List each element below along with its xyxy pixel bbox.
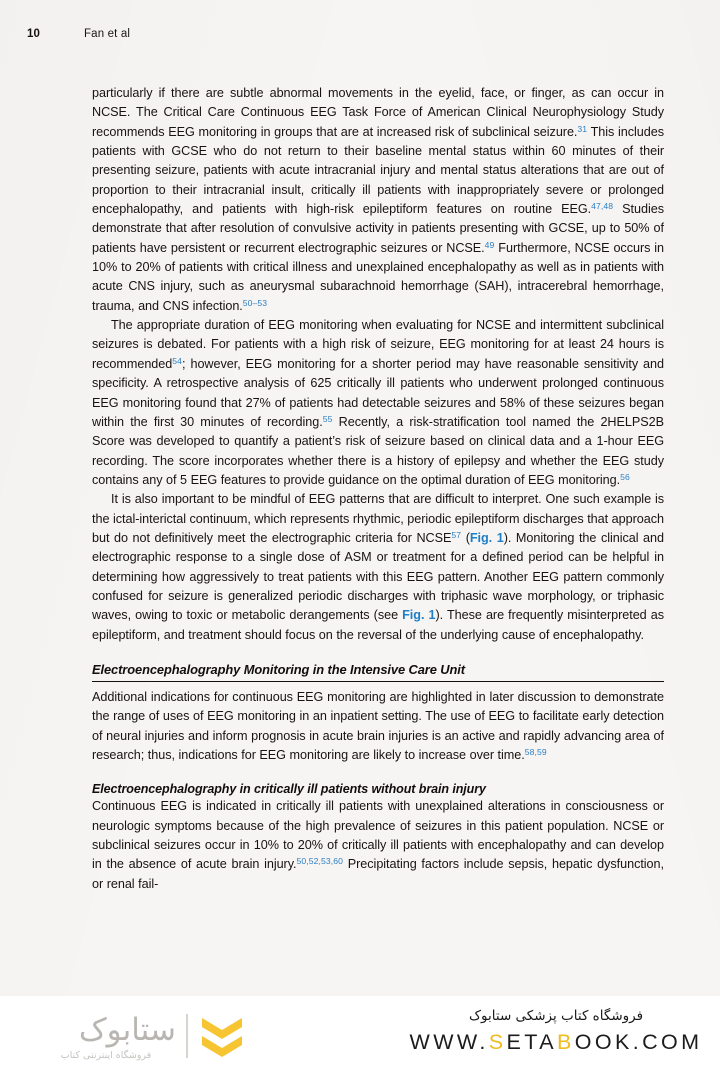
paragraph-2 [92,316,664,490]
running-head [0,28,720,50]
logo-wordmark-block [36,1008,176,1068]
reference-50-52-53-60: 50,52,53,60 [296,856,344,867]
reference-56: 56 [620,471,630,482]
par1-seg4: Furthermore, NCSE occurs in 10% to 20% of patients with critical illness and unexplained encephalopathy as well as in patients with acute CNS injury, such as aneurysmal subarachnoid hemorrhage (SAH), intracerebral hemorrhage, trauma, and CNS infection. [92,240,664,313]
paragraph-5 [92,797,664,894]
watermark-url[interactable] [406,1030,706,1055]
url-part-3: ETA [506,1030,557,1054]
par3-seg2: ( [461,530,470,545]
par5-seg1: Continuous EEG is indicated in critically ill patients with unexplained alterations in consciousness or neurologic symptoms because of the high prevalence of seizures in this patient population. NCSE or subclinical seizures occur in 10% to 20% of critically ill patients with encephalopathy and can develop in the absence of acute brain injury. [92,799,664,872]
setabook-logo [36,1004,246,1072]
par2-seg1: The appropriate duration of EEG monitoring when evaluating for NCSE and intermittent subclinical seizures is debated. For patients with a high risk of seizure, EEG monitoring for at least 24 hours is recommended [92,318,664,371]
reference-54: 54 [172,355,183,366]
url-part-1: WWW. [409,1030,489,1054]
logo-divider [186,1014,188,1058]
section-heading-a-1: Electroencephalography Monitoring in the Intensive Care Unit [92,662,664,682]
section-heading-b-1: Electroencephalography in critically ill patients without brain injury [92,782,486,797]
par2-seg3: Recently, a risk-stratification tool named the 2HELPS2B Score was developed to quantify a patient’s risk of seizure based on clinical data and a 1-hour EEG recording. The score incorporates whether there is a history of epilepsy and whether the EEG study contains any of 5 EEG features to provide guidance on the optimal duration of EEG monitoring. [92,414,664,487]
par3-seg3: ). Monitoring the clinical and electrographic response to a single dose of ASM or treatment for a defined period can be helpful in determining how aggressively to treat patients with this EEG pattern. Another EEG pattern commonly confused for seizure is generalized periodic discharges with triphasic wave morphology, or triphasic waves, owing to toxic or metabolic derangements (see [92,530,664,623]
logo-subtitle-text: فروشگاه اینترنتی کتاب [60,1050,152,1061]
watermark-tagline-fa: فروشگاه کتاب پزشکی ستابوک [468,1008,644,1024]
url-part-4: B [556,1030,575,1054]
paragraph-3 [92,490,664,645]
logo-wordmark-text: ستابوک [78,1012,176,1048]
reference-55: 55 [322,413,333,424]
url-part-5: OOK.COM [574,1030,703,1054]
par1-seg1: particularly if there are subtle abnormal movements in the eyelid, face, or finger, as can occur in NCSE. The Critical Care Continuous EEG Task Force of American Clinical Neurophysiology Study recommends EEG monitoring in groups that are at increased risk of subclinical seizure. [92,86,664,139]
reference-57: 57 [451,529,462,540]
reference-31: 31 [577,123,588,134]
url-part-2: S [488,1030,507,1054]
par3-seg1: It is also important to be mindful of EEG patterns that are difficult to interpret. One such example is the ictal-interictal continuum, which represents rhythmic, periodic epileptiform discharges that approach but do not definitively meet the electrographic criteria for NCSE [92,492,664,545]
par1-seg2: This includes patients with GCSE who do not return to their baseline mental status within 60 minutes of their presenting seizure, patients with acute intracranial injury and mental status alterations that are out of proportion to their intracranial insult, critically ill patients with inappropriately severe or prolonged encephalopathy, and patients with high-risk epileptiform features on routine EEG. [92,124,664,217]
chevron-icon [198,1013,246,1061]
reference-47-48: 47,48 [591,201,614,212]
running-title: Fan et al [84,28,131,40]
par1-seg3: Studies demonstrate that after resolution of convulsive activity in patients presenting with GCSE, up to 50% of patients have persistent or recurrent electrographic seizures or NCSE. [92,202,664,255]
par2-seg2: ; however, EEG monitoring for a shorter period may have reasonable sensitivity and specificity. A retrospective analysis of 625 critically ill patients who underwent prolonged continuous EEG monitoring found that 27% of patients had detectable seizures and 58% of these seizures began within the first 30 minutes of recording. [92,356,664,429]
text-column [92,84,664,894]
paragraph-1 [92,84,664,316]
figure-reference-link-2[interactable]: Fig. 1 [402,608,436,623]
page-number: 10 [27,28,40,40]
reference-58-59: 58,59 [524,747,547,758]
figure-reference-link-1[interactable]: Fig. 1 [469,530,504,545]
reference-50-53: 50–53 [242,297,268,308]
watermark-footer [0,996,720,1080]
par5-seg2: Precipitating factors include sepsis, hepatic dysfunction, or renal fail- [92,857,664,891]
reference-49: 49 [484,239,495,250]
par4-seg1: Additional indications for continuous EEG monitoring are highlighted in later discussion to demonstrate the range of uses of EEG monitoring in an inpatient setting. The use of EEG to facilitate early detection of neural injuries and inform prognosis in acute brain injuries is an active and rapidly advancing area of research; thus, indications for EEG monitoring are likely to increase over time. [92,689,664,762]
par3-seg4: ). These are frequently misinterpreted as epileptiform, and treatment should focus on the reversal of the underlying cause of encephalopathy. [92,608,664,642]
watermark-text-block [406,1008,706,1055]
paragraph-4 [92,688,664,765]
